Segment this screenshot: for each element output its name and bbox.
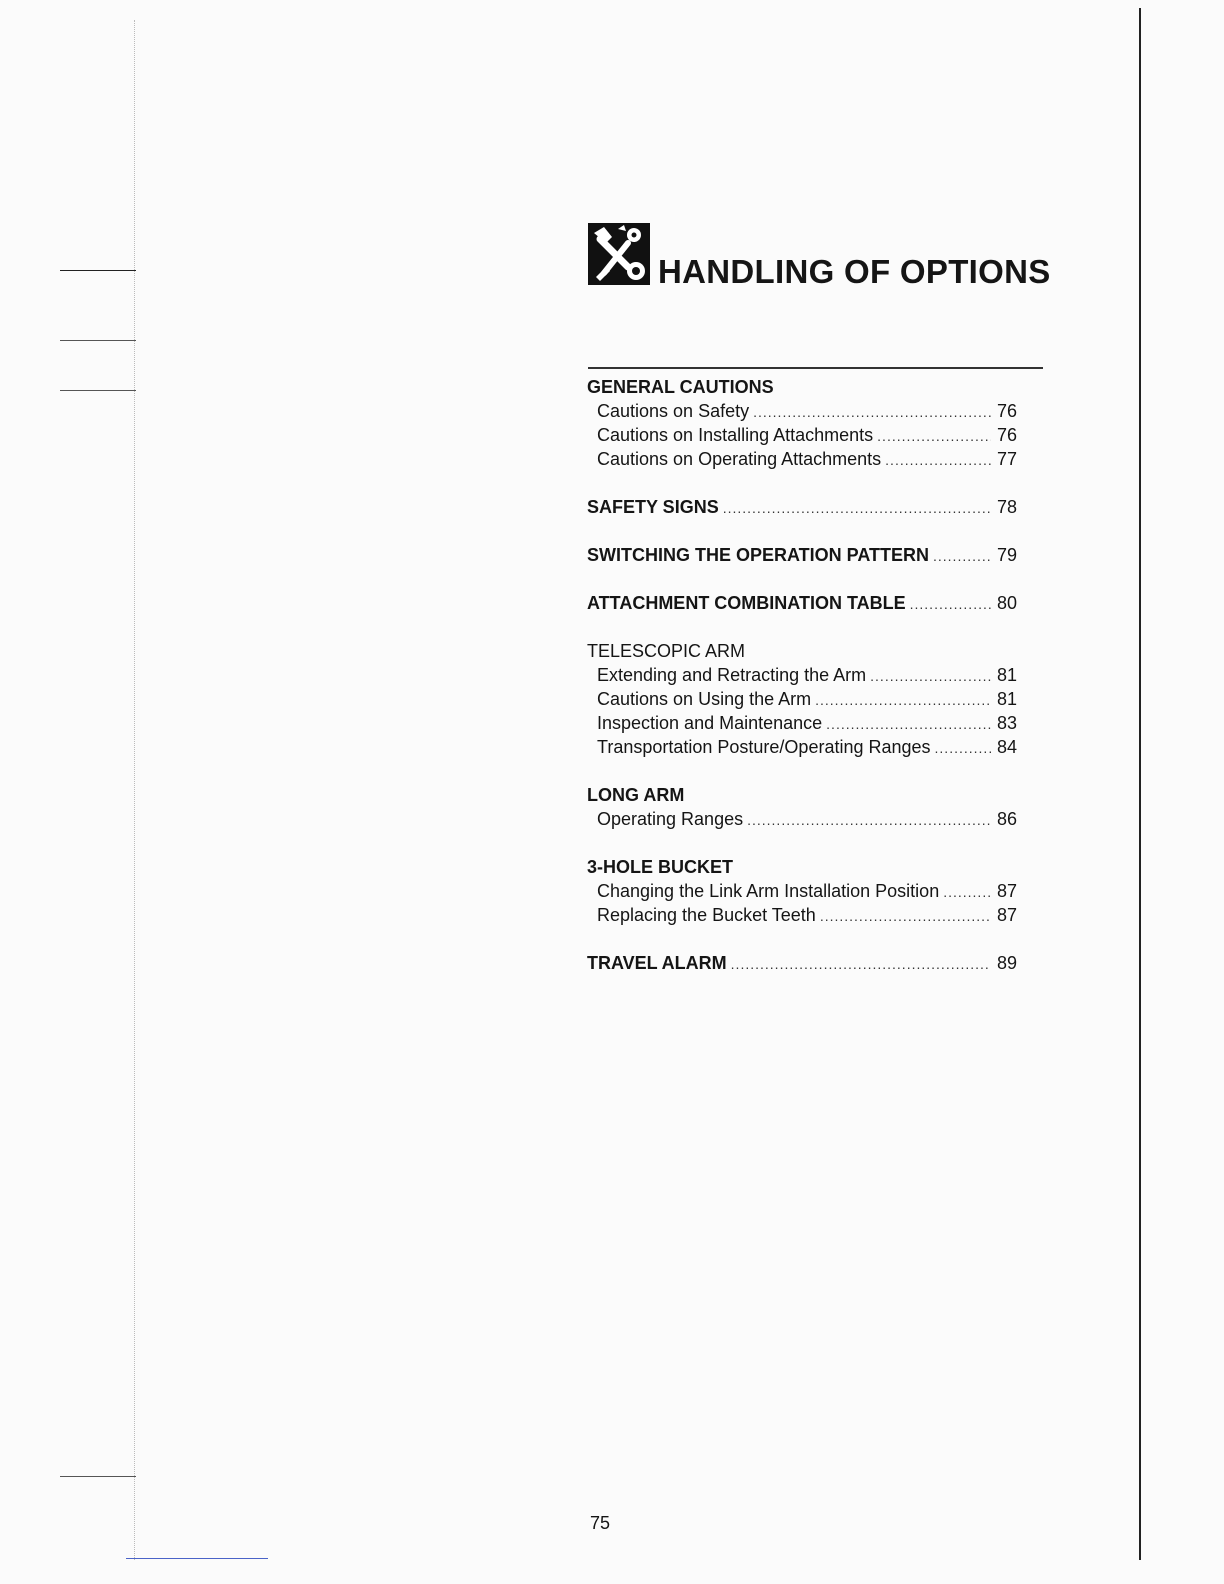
toc-section-attachment-table xyxy=(587,591,1017,615)
toc-entry-label: Operating Ranges xyxy=(597,809,744,829)
toc-entry[interactable] xyxy=(587,399,1017,423)
toc-entry[interactable] xyxy=(587,735,1017,759)
toc-entry-label: Cautions on Operating Attachments xyxy=(597,449,882,469)
toc-section-switching-pattern xyxy=(587,543,1017,567)
toc-section-general-cautions xyxy=(587,375,1017,471)
toc-entry-label: Cautions on Safety xyxy=(597,401,750,421)
margin-tick xyxy=(60,270,136,271)
leader-dots xyxy=(747,807,991,832)
toc-entry-page: 81 xyxy=(996,689,1017,709)
margin-tick xyxy=(60,390,136,391)
toc-entry[interactable] xyxy=(587,951,1017,975)
toc-entry-label: Cautions on Using the Arm xyxy=(597,689,812,709)
toc-entry-label: Changing the Link Arm Installation Position xyxy=(597,881,940,901)
leader-dots xyxy=(910,591,991,616)
margin-tick xyxy=(60,1476,136,1477)
toc-entry[interactable] xyxy=(587,687,1017,711)
toc-entry[interactable] xyxy=(587,663,1017,687)
toc-entry-label: Replacing the Bucket Teeth xyxy=(597,905,816,925)
toc-entry[interactable] xyxy=(587,447,1017,471)
leader-dots xyxy=(753,399,991,424)
toc-entry[interactable] xyxy=(587,495,1017,519)
toc-section-heading: GENERAL CAUTIONS xyxy=(587,377,774,397)
toc-section-long-arm xyxy=(587,783,1017,831)
toc-entry-label: Transportation Posture/Operating Ranges xyxy=(597,737,931,757)
toc-entry[interactable] xyxy=(587,903,1017,927)
bottom-rule xyxy=(126,1558,268,1559)
leader-dots xyxy=(815,687,991,712)
toc-entry-page: 84 xyxy=(996,737,1017,757)
toc-entry-page: 76 xyxy=(996,401,1017,421)
toc-entry-page: 80 xyxy=(996,593,1017,613)
toc-entry-page: 79 xyxy=(996,545,1017,565)
leader-dots xyxy=(943,879,991,904)
toc-entry-page: 87 xyxy=(996,905,1017,925)
toc-entry-label: TRAVEL ALARM xyxy=(587,953,727,973)
chapter-header xyxy=(588,223,1051,290)
toc-entry-page: 81 xyxy=(996,665,1017,685)
toc-entry[interactable] xyxy=(587,591,1017,615)
toc-entry-label: Cautions on Installing Attachments xyxy=(597,425,874,445)
toc-entry[interactable] xyxy=(587,879,1017,903)
toc-section-3-hole-bucket xyxy=(587,855,1017,927)
toc-entry-page: 87 xyxy=(996,881,1017,901)
leader-dots xyxy=(870,663,991,688)
toc-section-safety-signs xyxy=(587,495,1017,519)
toc-entry[interactable] xyxy=(587,543,1017,567)
binding-margin-line xyxy=(134,20,135,1560)
wrench-and-attachment-icon xyxy=(588,223,650,285)
chapter-title: HANDLING OF OPTIONS xyxy=(658,253,1051,290)
toc-entry-label: Extending and Retracting the Arm xyxy=(597,665,867,685)
toc-entry-page: 89 xyxy=(996,953,1017,973)
page-number: 75 xyxy=(590,1513,611,1533)
leader-dots xyxy=(933,543,991,568)
toc-entry-page: 78 xyxy=(996,497,1017,517)
leader-dots xyxy=(935,735,991,760)
margin-tick xyxy=(60,340,136,341)
leader-dots xyxy=(731,951,991,976)
leader-dots xyxy=(826,711,991,736)
toc-top-rule xyxy=(588,367,1043,369)
toc-entry[interactable] xyxy=(587,423,1017,447)
toc-section-heading: TELESCOPIC ARM xyxy=(587,641,746,661)
toc-entry[interactable] xyxy=(587,807,1017,831)
toc-entry-label: ATTACHMENT COMBINATION TABLE xyxy=(587,593,906,613)
toc-section-heading: LONG ARM xyxy=(587,785,685,805)
toc-entry-label: Inspection and Maintenance xyxy=(597,713,823,733)
toc-entry-label: SAFETY SIGNS xyxy=(587,497,719,517)
toc-entry-page: 86 xyxy=(996,809,1017,829)
leader-dots xyxy=(723,495,991,520)
table-of-contents xyxy=(587,375,1017,999)
toc-entry-page: 77 xyxy=(996,449,1017,469)
toc-entry[interactable] xyxy=(587,711,1017,735)
leader-dots xyxy=(820,903,991,928)
toc-entry-page: 76 xyxy=(996,425,1017,445)
toc-section-heading: 3-HOLE BUCKET xyxy=(587,857,734,877)
leader-dots xyxy=(885,447,991,472)
toc-section-telescopic-arm xyxy=(587,639,1017,759)
toc-section-travel-alarm xyxy=(587,951,1017,975)
toc-entry-page: 83 xyxy=(996,713,1017,733)
page-edge-line xyxy=(1139,8,1141,1560)
toc-entry-label: SWITCHING THE OPERATION PATTERN xyxy=(587,545,929,565)
leader-dots xyxy=(877,423,991,448)
